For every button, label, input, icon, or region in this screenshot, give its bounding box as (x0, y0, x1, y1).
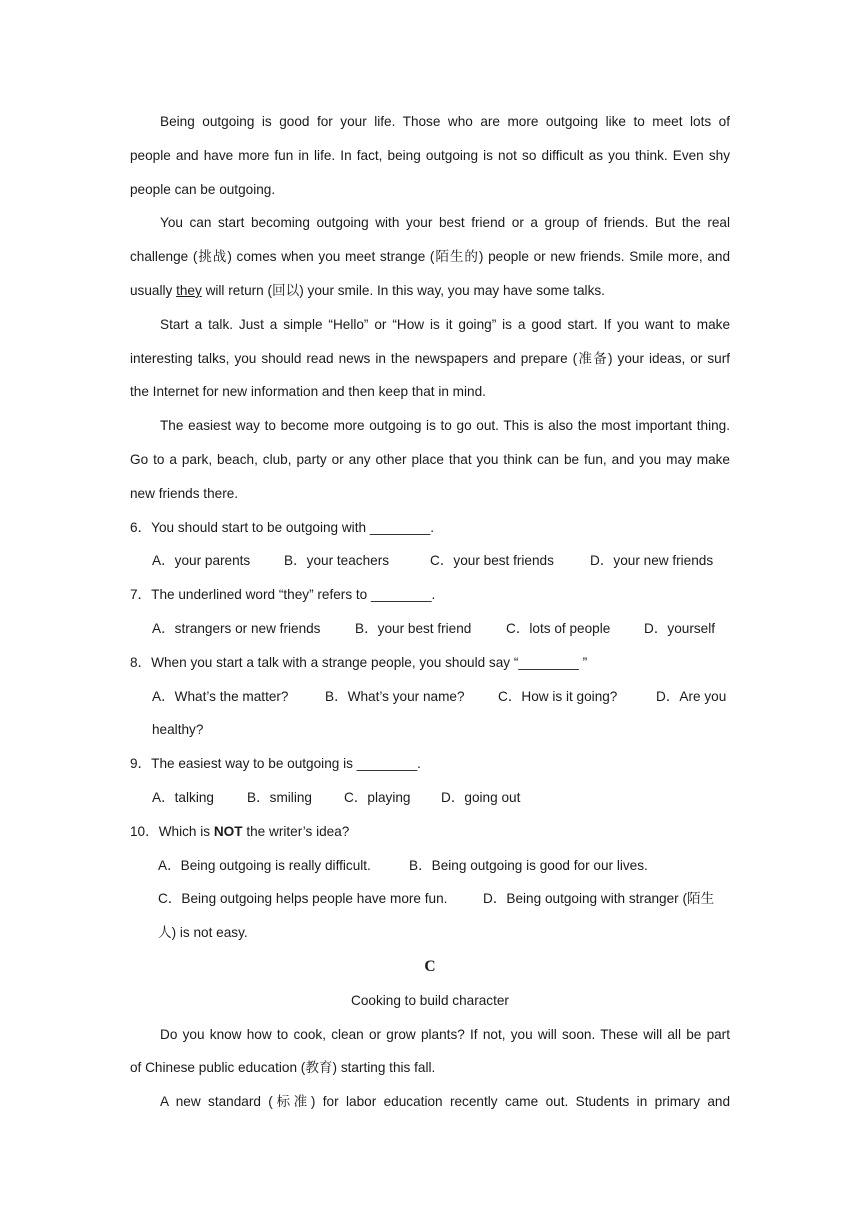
paragraph-line: the Internet for new information and then keep that in mind. (130, 384, 486, 400)
paragraph-line: people can be outgoing. (130, 181, 276, 197)
text-span: A new standard ( (160, 1094, 273, 1110)
question-6-stem: 6．You should start to be outgoing with ________. (130, 519, 435, 535)
text-span: usually (130, 282, 177, 298)
chinese-gloss: 人 (158, 925, 172, 942)
text-span: of Chinese public education ( (130, 1060, 306, 1076)
paragraph-line (130, 342, 730, 376)
option-b: B．smiling (247, 789, 312, 805)
paragraph-line: people and have more fun in life. In fact, being outgoing is not so difficult as you think. Even shy (130, 147, 730, 163)
question-10-option-d-continued (130, 916, 730, 950)
option-a: A．What’s the matter? (152, 688, 289, 704)
text-span: will return ( (201, 282, 273, 298)
option-b: B．your best friend (355, 620, 472, 636)
chinese-gloss: 陌生的 (434, 249, 479, 266)
option-d (483, 882, 714, 916)
option-d: D．yourself (644, 620, 716, 636)
text-span: ) comes when you meet strange ( (227, 249, 435, 265)
chinese-gloss: 教育 (305, 1060, 333, 1077)
question-9-stem: 9．The easiest way to be outgoing is ________. (130, 756, 421, 772)
text-span: ) your ideas, or surf (608, 350, 730, 366)
document-content (130, 105, 730, 1119)
question-8-options (130, 680, 730, 714)
paragraph-line: You can start becoming outgoing with your best friend or a group of friends. But the real (160, 215, 730, 231)
option-b: B．your teachers (284, 553, 390, 569)
section-heading: C (424, 957, 436, 975)
question-10-stem (130, 815, 730, 849)
paragraph-line (130, 1085, 730, 1119)
chinese-gloss: 回以 (272, 282, 300, 299)
text-span: the writer’s idea? (242, 823, 350, 839)
question-10-options-cd (130, 882, 730, 916)
passage-title: Cooking to build character (351, 992, 509, 1008)
chinese-gloss: 准备 (577, 350, 609, 367)
paragraph-line: Start a talk. Just a simple “Hello” or “How is it going” is a good start. If you want to make (160, 316, 730, 332)
option-c: C．playing (344, 789, 411, 805)
text-span: ) people or new friends. Smile more, and (478, 249, 730, 265)
bold-word: NOT (213, 823, 243, 839)
paragraph-line (130, 240, 730, 274)
option-b: B．What’s your name? (325, 688, 465, 704)
question-9-options (130, 781, 730, 815)
option-c: C．Being outgoing helps people have more fun. (158, 891, 448, 907)
question-8-stem: 8．When you start a talk with a strange people, you should say “________ ” (130, 654, 588, 670)
option-a: A．Being outgoing is really difficult. (158, 857, 371, 873)
question-8-option-d-continued: healthy? (152, 722, 204, 738)
option-c: C．your best friends (430, 553, 554, 569)
option-d: D．going out (441, 789, 521, 805)
option-a: A．strangers or new friends (152, 620, 321, 636)
option-b: B．Being outgoing is good for our lives. (409, 857, 648, 873)
text-span: ) your smile. In this way, you may have some talks. (299, 282, 605, 298)
paragraph-line: The easiest way to become more outgoing is to go out. This is also the most important thing. (160, 418, 730, 434)
question-10-options-ab (130, 849, 730, 883)
chinese-gloss: 挑战 (197, 249, 228, 266)
text-span: ) for labor education recently came out. Students in primary and (310, 1094, 730, 1110)
question-7-options (130, 612, 730, 646)
text-span: ) starting this fall. (332, 1060, 436, 1076)
option-d: D．your new friends (590, 553, 714, 569)
paragraph-line: Go to a park, beach, club, party or any other place that you think can be fun, and you may make (130, 451, 730, 467)
text-span: D．Being outgoing with stranger ( (483, 891, 688, 907)
chinese-gloss: 标准 (272, 1094, 311, 1111)
paragraph-line (130, 274, 730, 308)
option-c: C．How is it going? (498, 688, 618, 704)
paragraph-line (130, 1051, 730, 1085)
chinese-gloss: 陌生 (687, 891, 715, 908)
text-span: interesting talks, you should read news in the newspapers and prepare ( (130, 350, 578, 366)
option-d: D．Are you (656, 688, 727, 704)
paragraph-line: Do you know how to cook, clean or grow plants? If not, you will soon. These will all be part (160, 1026, 730, 1042)
paragraph-line: Being outgoing is good for your life. Those who are more outgoing like to meet lots of (160, 114, 730, 129)
option-a: A．your parents (152, 553, 251, 569)
question-6-options (130, 544, 730, 578)
question-7-stem: 7．The underlined word “they” refers to ________. (130, 587, 436, 603)
text-span: 10．Which is (130, 823, 214, 839)
text-span: challenge ( (130, 249, 198, 265)
paragraph-line: new friends there. (130, 485, 239, 501)
underlined-word: they (176, 282, 202, 298)
option-c: C．lots of people (506, 620, 611, 636)
option-a: A．talking (152, 789, 214, 805)
text-span: ) is not easy. (171, 925, 248, 941)
